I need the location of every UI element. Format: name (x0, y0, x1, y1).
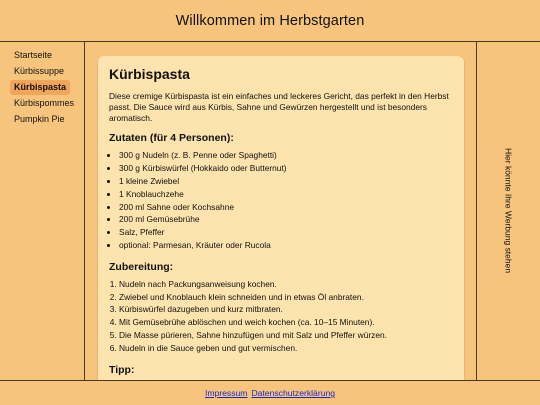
ingredient-item: • optional: Parmesan, Kräuter oder Rucola (119, 239, 453, 252)
nav-item-startseite[interactable]: Startseite (14, 50, 53, 60)
main-content (86, 42, 475, 380)
ingredient-item: • 1 kleine Zwiebel (119, 175, 453, 188)
ad-sidebar (476, 42, 540, 380)
site-header (0, 0, 540, 42)
ingredient-item: • 200 ml Gemüsebrühe (119, 213, 453, 226)
ingredients-heading: Zutaten (für 4 Personen): (109, 132, 234, 145)
steps-heading: Zubereitung: (109, 260, 174, 273)
step-item: 6. Nudeln in die Sauce geben und gut vermischen. (119, 342, 453, 355)
page-title: Willkommen im Herbstgarten (175, 12, 365, 29)
ingredient-item: • Salz, Pfeffer (119, 226, 453, 239)
recipe-title: Kürbispasta (109, 66, 190, 82)
step-item: 5. Die Masse pürieren, Sahne hinzufügen und mit Salz und Pfeffer würzen. (119, 329, 453, 342)
nav-item-kuerbissuppe[interactable]: Kürbissuppe (14, 66, 65, 76)
recipe-intro: Diese cremige Kürbispasta ist ein einfaches und leckeres Gericht, das perfekt in den Herbst passt. Die Sauce wird aus Kürbis, Sahne und Gewürzen hergestellt und ist besonders aromatisch. (109, 91, 449, 123)
step-item: 4. Mit Gemüsebrühe ablöschen und weich kochen (ca. 10–15 Minuten). (119, 316, 453, 329)
ad-text: Hier könnte Ihre Werbung stehen (503, 148, 514, 274)
ingredient-item: • 300 g Kürbiswürfel (Hokkaido oder Butternut) (119, 162, 453, 175)
privacy-policy-link[interactable]: Datenschutzerklärung (251, 388, 336, 398)
sidebar-nav (0, 42, 85, 380)
step-item: 2. Zwiebel und Knoblauch klein schneiden und in etwas Öl anbraten. (119, 291, 453, 304)
ingredients-list (109, 149, 453, 251)
ingredient-item: • 200 ml Sahne oder Kochsahne (119, 201, 453, 214)
ingredient-item: • 300 g Nudeln (z. B. Penne oder Spaghetti) (119, 149, 453, 162)
step-item: 3. Kürbiswürfel dazugeben und kurz mitbraten. (119, 303, 453, 316)
nav-item-kuerbispommes[interactable]: Kürbispommes (14, 98, 75, 108)
recipe-card (98, 56, 464, 401)
nav-item-pumpkin-pie[interactable]: Pumpkin Pie (14, 114, 65, 124)
step-item: 1. Nudeln nach Packungsanweisung kochen. (119, 278, 453, 291)
nav-item-kuerbispasta[interactable]: Kürbispasta (10, 80, 70, 95)
tip-heading: Tipp: (109, 363, 135, 376)
impressum-link[interactable]: Impressum (204, 388, 248, 398)
steps-list (109, 278, 453, 355)
ingredient-item: • 1 Knoblauchzehe (119, 188, 453, 201)
site-footer (0, 380, 540, 405)
